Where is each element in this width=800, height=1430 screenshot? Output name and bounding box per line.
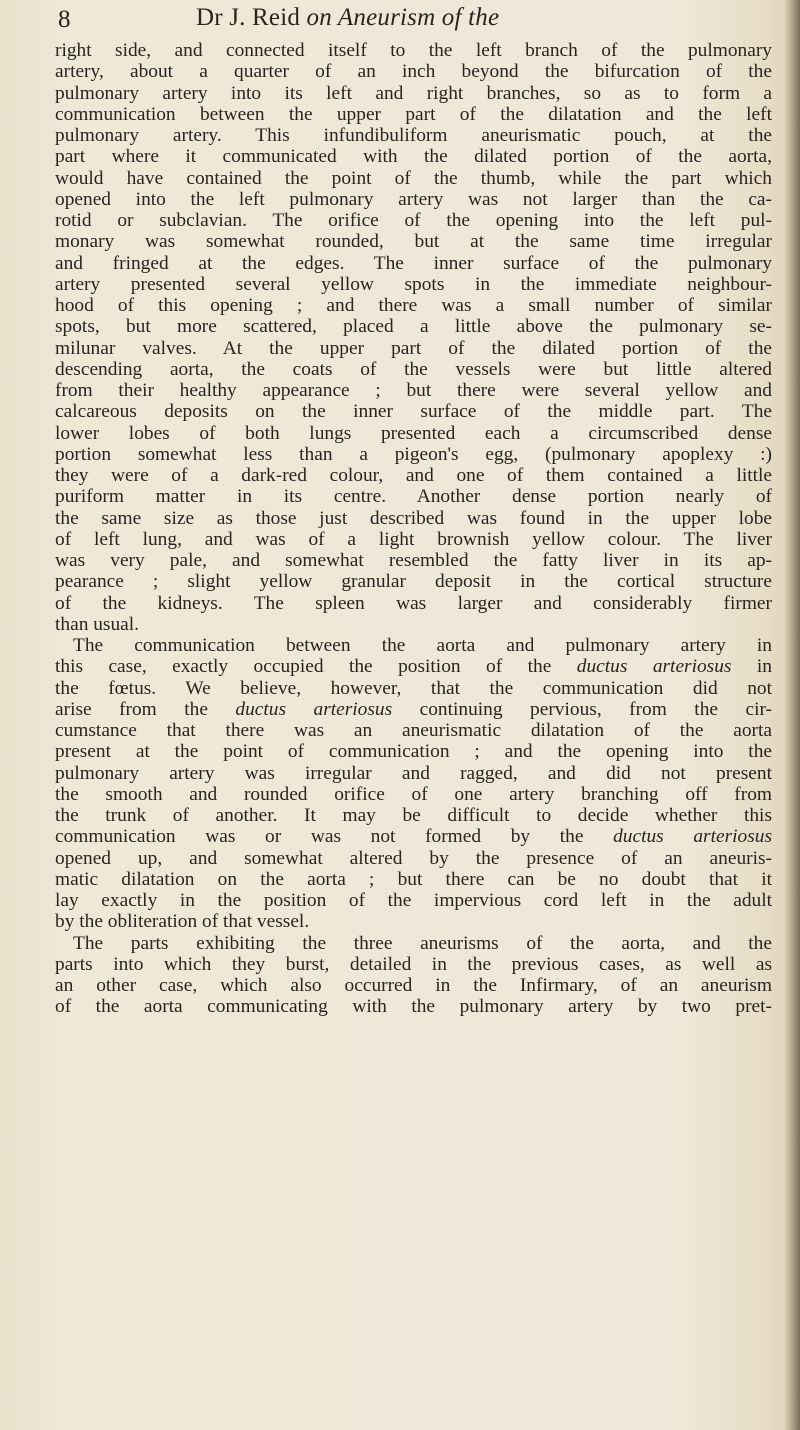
text-line: rotid or subclavian. The orifice of the opening into the left pul- [55, 210, 772, 231]
text-line: the same size as those just described was found in the upper lobe [55, 507, 772, 529]
text-line: of the aorta communicating with the pulmonary artery by two pret- [55, 996, 772, 1018]
text-line: would have contained the point of the thumb, while the part which [55, 167, 772, 189]
text-line: than usual. [55, 613, 140, 635]
text-line: artery, about a quarter of an inch beyond the bifurcation of the [55, 61, 772, 83]
page-binding-shadow [784, 0, 800, 1430]
text-line: cumstance that there was an aneurismatic dilatation of the aorta [55, 720, 772, 741]
running-head [196, 4, 499, 32]
body-text [55, 40, 772, 1018]
text-line: they were of a dark-red colour, and one of them contained a little [55, 465, 772, 486]
text-line: this case, exactly occupied the position of the ductus arteriosus in [55, 656, 772, 678]
page-header [0, 0, 800, 40]
text-line: spots, but more scattered, placed a little above the pulmonary se- [55, 316, 772, 338]
text-line: pulmonary artery into its left and right branches, so as to form a [55, 82, 772, 104]
text-line: matic dilatation on the aorta ; but there can be no doubt that it [55, 868, 772, 890]
paragraph [55, 933, 772, 1018]
text-line: of the kidneys. The spleen was larger and considerably firmer [55, 592, 772, 614]
text-line: and fringed at the edges. The inner surface of the pulmonary [55, 252, 772, 274]
text-line: arise from the ductus arteriosus continuing pervious, from the cir- [55, 698, 772, 720]
text-line: hood of this opening ; and there was a small number of similar [55, 295, 772, 316]
text-line: the fœtus. We believe, however, that the communication did not [55, 677, 772, 699]
text-line: was very pale, and somewhat resembled the fatty liver in its ap- [55, 550, 772, 571]
running-head-author: Dr J. Reid [196, 4, 307, 31]
text-line: of left lung, and was of a light brownish yellow colour. The liver [55, 528, 772, 550]
text-line: by the obliteration of that vessel. [55, 911, 310, 933]
running-head-title: on Aneurism of the [306, 4, 500, 31]
text-line: portion somewhat less than a pigeon's egg, (pulmonary apoplexy :) [55, 443, 772, 465]
text-line: opened up, and somewhat altered by the presence of an aneuris- [55, 847, 772, 869]
text-line: lay exactly in the position of the impervious cord left in the adult [55, 890, 772, 911]
page-number: 8 [58, 6, 71, 33]
text-line: an other case, which also occurred in the Infirmary, of an aneurism [55, 975, 772, 996]
text-line: The parts exhibiting the three aneurisms of the aorta, and the [73, 932, 772, 954]
text-line: communication between the upper part of the dilatation and the left [55, 103, 772, 125]
text-line: puriform matter in its centre. Another dense portion nearly of [55, 486, 772, 508]
text-line: monary was somewhat rounded, but at the same time irregular [55, 231, 772, 253]
text-line: descending aorta, the coats of the vessels were but little altered [55, 358, 772, 380]
text-line: right side, and connected itself to the left branch of the pulmonary [55, 40, 772, 61]
text-line: pearance ; slight yellow granular deposit in the cortical structure [55, 571, 772, 593]
text-line: opened into the left pulmonary artery was not larger than the ca- [55, 188, 772, 210]
text-line: part where it communicated with the dilated portion of the aorta, [55, 146, 772, 168]
text-line: The communication between the aorta and pulmonary artery in [73, 635, 772, 656]
text-line: from their healthy appearance ; but there were several yellow and [55, 380, 772, 401]
text-line: lower lobes of both lungs presented each a circumscribed dense [55, 422, 772, 444]
text-line: pulmonary artery. This infundibuliform aneurismatic pouch, at the [55, 125, 772, 146]
text-line: pulmonary artery was irregular and ragged, and did not present [55, 762, 772, 784]
text-line: artery presented several yellow spots in the immediate neighbour- [55, 273, 772, 295]
text-line: present at the point of communication ; and the opening into the [55, 741, 772, 763]
paragraph [55, 40, 772, 635]
text-line: communication was or was not formed by the ductus arteriosus [55, 826, 772, 848]
text-line: milunar valves. At the upper part of the dilated portion of the [55, 337, 772, 359]
text-line: the trunk of another. It may be difficult to decide whether this [55, 805, 772, 826]
text-line: parts into which they burst, detailed in the previous cases, as well as [55, 953, 772, 975]
text-line: the smooth and rounded orifice of one artery branching off from [55, 783, 772, 805]
paragraph [55, 635, 772, 933]
text-line: calcareous deposits on the inner surface of the middle part. The [55, 401, 772, 423]
